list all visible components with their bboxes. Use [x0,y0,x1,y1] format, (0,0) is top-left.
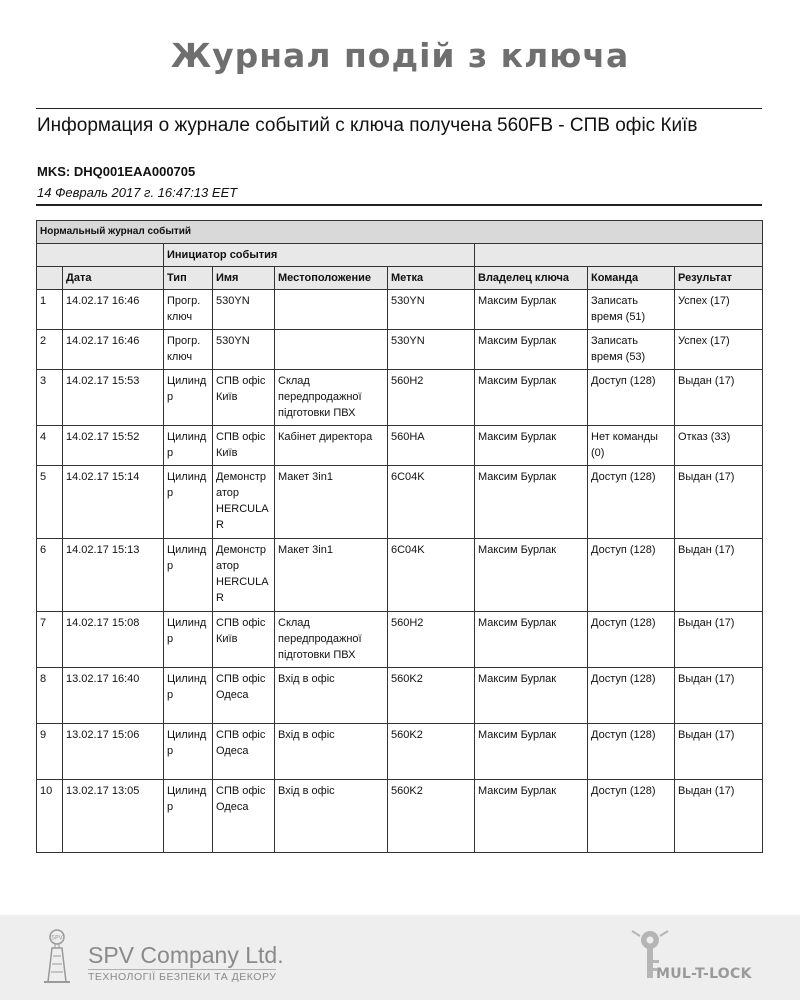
cell-owner: Максим Бурлак [475,466,588,539]
cell-type: Цилиндр [164,539,213,612]
svg-text:SPV: SPV [51,934,63,942]
cell-result: Выдан (17) [675,612,763,668]
cell-name: СПВ офіс Київ [213,370,275,426]
event-log-table [36,220,763,853]
spv-tower-logo-icon [36,928,78,984]
cell-date: 13.02.17 16:40 [63,668,164,724]
cell-name: 530YN [213,290,275,330]
cell-num: 8 [37,668,63,724]
cell-name: Демонстратор HERCULAR [213,466,275,539]
cell-type: Цилиндр [164,612,213,668]
cell-result: Выдан (17) [675,466,763,539]
col-tag-header: Метка [388,267,475,290]
cell-type: Цилиндр [164,780,213,853]
cell-date: 14.02.17 15:13 [63,539,164,612]
cell-tag: 560H2 [388,612,475,668]
cell-date: 14.02.17 15:14 [63,466,164,539]
cell-date: 13.02.17 15:06 [63,724,164,780]
report-timestamp: 14 Февраль 2017 г. 16:47:13 EET [37,185,238,200]
cell-tag: 560K2 [388,724,475,780]
cell-date: 14.02.17 16:46 [63,290,164,330]
cell-type: Прогр. ключ [164,330,213,370]
cell-owner: Максим Бурлак [475,668,588,724]
cell-num: 9 [37,724,63,780]
cell-name: СПВ офіс Київ [213,612,275,668]
cell-owner: Максим Бурлак [475,780,588,853]
cell-name: СПВ офіс Одеса [213,724,275,780]
cell-date: 14.02.17 15:52 [63,426,164,466]
cell-owner: Максим Бурлак [475,370,588,426]
col-date-header: Дата [63,267,164,290]
cell-name: СПВ офіс Одеса [213,780,275,853]
cell-command: Нет команды (0) [588,426,675,466]
table-group-title: Нормальный журнал событий [37,221,763,244]
cell-command: Доступ (128) [588,668,675,724]
cell-result: Успех (17) [675,290,763,330]
table-row [37,370,763,426]
cell-result: Выдан (17) [675,724,763,780]
table-row [37,330,763,370]
cell-location [275,330,388,370]
cell-command: Доступ (128) [588,466,675,539]
cell-command: Доступ (128) [588,370,675,426]
banner-title: Журнал подій з ключа [170,36,630,75]
cell-command: Записать время (51) [588,290,675,330]
cell-tag: 560H2 [388,370,475,426]
cell-num: 3 [37,370,63,426]
meta-divider [36,204,762,206]
initiator-group-header: Инициатор события [164,244,475,267]
cell-tag: 6C04K [388,466,475,539]
cell-num: 1 [37,290,63,330]
table-row [37,539,763,612]
cell-name: СПВ офіс Київ [213,426,275,466]
col-type-header: Тип [164,267,213,290]
cell-type: Цилиндр [164,370,213,426]
cell-name: СПВ офіс Одеса [213,668,275,724]
cell-location: Макет 3in1 [275,466,388,539]
cell-location: Вхід в офіс [275,724,388,780]
col-location-header: Местоположение [275,267,388,290]
col-owner-header: Владелец ключа [475,267,588,290]
cell-num: 6 [37,539,63,612]
cell-command: Доступ (128) [588,724,675,780]
cell-date: 14.02.17 15:08 [63,612,164,668]
cell-result: Отказ (33) [675,426,763,466]
cell-type: Цилиндр [164,426,213,466]
header-divider [36,108,762,109]
cell-result: Выдан (17) [675,780,763,853]
table-row [37,466,763,539]
cell-tag: 530YN [388,330,475,370]
cell-command: Доступ (128) [588,539,675,612]
table-row [37,668,763,724]
cell-result: Успех (17) [675,330,763,370]
cell-tag: 530YN [388,290,475,330]
cell-owner: Максим Бурлак [475,426,588,466]
partner-brand: MUL-T-LOCK [656,966,752,982]
cell-result: Выдан (17) [675,539,763,612]
table-row [37,426,763,466]
cell-date: 13.02.17 13:05 [63,780,164,853]
cell-num: 10 [37,780,63,853]
cell-num: 7 [37,612,63,668]
group-spacer-right [475,244,763,267]
company-tagline: ТЕХНОЛОГІЇ БЕЗПЕКИ ТА ДЕКОРУ [88,971,277,983]
mks-id: MKS: DHQ001EAA000705 [37,164,196,179]
col-result-header: Результат [675,267,763,290]
cell-owner: Максим Бурлак [475,290,588,330]
cell-location: Вхід в офіс [275,780,388,853]
cell-owner: Максим Бурлак [475,539,588,612]
cell-command: Доступ (128) [588,612,675,668]
group-spacer-left [37,244,164,267]
cell-command: Записать время (53) [588,330,675,370]
cell-location: Кабінет директора [275,426,388,466]
cell-location [275,290,388,330]
cell-command: Доступ (128) [588,780,675,853]
col-num-header [37,267,63,290]
cell-result: Выдан (17) [675,370,763,426]
cell-type: Прогр. ключ [164,290,213,330]
company-name: SPV Company Ltd. [88,942,284,968]
cell-num: 5 [37,466,63,539]
cell-location: Склад передпродажної підготовки ПВХ [275,612,388,668]
table-row [37,612,763,668]
table-row [37,290,763,330]
cell-result: Выдан (17) [675,668,763,724]
cell-type: Цилиндр [164,724,213,780]
cell-tag: 560K2 [388,668,475,724]
cell-date: 14.02.17 15:53 [63,370,164,426]
cell-tag: 560HA [388,426,475,466]
cell-owner: Максим Бурлак [475,724,588,780]
cell-tag: 6C04K [388,539,475,612]
cell-date: 14.02.17 16:46 [63,330,164,370]
cell-num: 4 [37,426,63,466]
cell-owner: Максим Бурлак [475,330,588,370]
cell-location: Макет 3in1 [275,539,388,612]
col-command-header: Команда [588,267,675,290]
cell-name: Демонстратор HERCULAR [213,539,275,612]
cell-type: Цилиндр [164,466,213,539]
cell-owner: Максим Бурлак [475,612,588,668]
cell-tag: 560K2 [388,780,475,853]
table-row [37,724,763,780]
col-name-header: Имя [213,267,275,290]
cell-type: Цилиндр [164,668,213,724]
cell-location: Склад передпродажної підготовки ПВХ [275,370,388,426]
table-row [37,780,763,853]
report-subtitle: Информация о журнале событий с ключа получена 560FB - СПВ офіс Київ [37,115,698,136]
cell-location: Вхід в офіс [275,668,388,724]
cell-num: 2 [37,330,63,370]
cell-name: 530YN [213,330,275,370]
